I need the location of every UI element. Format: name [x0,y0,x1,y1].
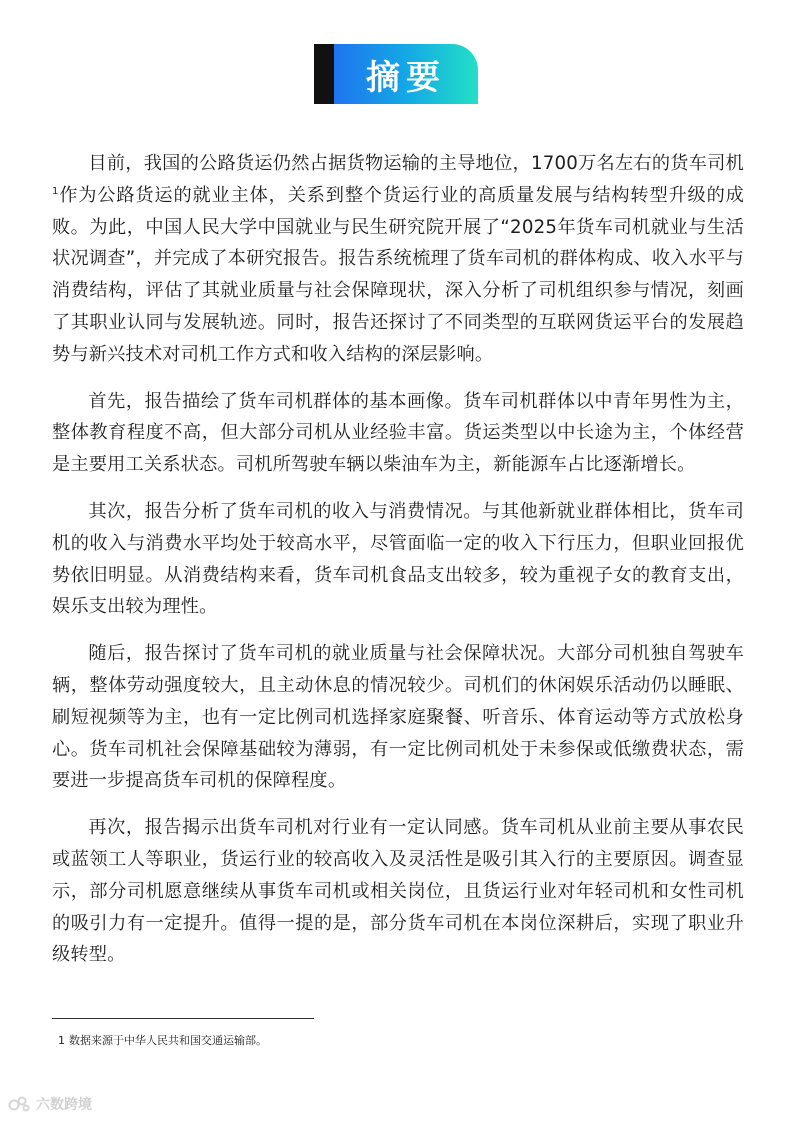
heading-accent-bar [314,44,334,104]
watermark-text: 六数跨境 [36,1097,92,1113]
footnote-divider [52,1018,314,1019]
footnote [58,1032,267,1048]
paragraph-profile: 首先，报告描绘了货车司机群体的基本画像。货车司机群体以中青年男性为主，整体教育程度不高，但大部分司机从业经验丰富。货运类型以中长途为主，个体经营是主要用工关系状态。司机所驾驶车辆以柴油车为主，新能源车占比逐渐增长。 [52,390,744,476]
paragraph-welfare: 随后，报告探讨了货车司机的就业质量与社会保障状况。大部分司机独自驾驶车辆，整体劳动强度较大，且主动休息的情况较少。司机们的休闲娱乐活动仍以睡眠、刷短视频等为主，也有一定比例司机选择家庭聚餐、听音乐、体育运动等方式放松身心。货车司机社会保障基础较为薄弱，有一定比例司机处于未参保或低缴费状态，需要进一步提高货车司机的保障程度。 [52,643,744,792]
heading-banner [334,44,478,104]
footnote-text: 数据来源于中华人民共和国交通运输部。 [69,1034,267,1047]
watermark [8,1094,92,1114]
paragraph-intro-before: 目前，我国的公路货运仍然占据货物运输的主导地位，1700万名左右的货车司机 [88,153,744,174]
section-heading [314,44,478,104]
footnote-number: 1 [58,1034,65,1047]
footnote-ref: 1 [52,185,59,197]
paragraph-identity: 再次，报告揭示出货车司机对行业有一定认同感。货车司机从业前主要从事农民或蓝领工人等职业，货运行业的较高收入及灵活性是吸引其入行的主要原因。调查显示，部分司机愿意继续从事货车司机或相关岗位，且货运行业对年轻司机和女性司机的吸引力有一定提升。值得一提的是，部分货车司机在本岗位深耕后，实现了职业升级转型。 [52,817,744,966]
abstract-body [52,148,744,986]
page-title: 摘要 [366,57,446,98]
watermark-logo-icon [8,1095,30,1113]
paragraph-intro-after: 作为公路货运的就业主体，关系到整个货运行业的高质量发展与结构转型升级的成败。为此，中国人民大学中国就业与民生研究院开展了“2025年货车司机就业与生活状况调查”，并完成了本研究报告。报告系统梳理了货车司机的群体构成、收入水平与消费结构，评估了其就业质量与社会保障现状，深入分析了司机组织参与情况，刻画了其职业认同与发展轨迹。同时，报告还探讨了不同类型的互联网货运平台的发展趋势与新兴技术对司机工作方式和收入结构的深层影响。 [52,184,744,365]
paragraph-intro [52,148,744,371]
paragraph-income: 其次，报告分析了货车司机的收入与消费情况。与其他新就业群体相比，货车司机的收入与消费水平均处于较高水平，尽管面临一定的收入下行压力，但职业回报优势依旧明显。从消费结构来看，货车司机食品支出较多，较为重视子女的教育支出，娱乐支出较为理性。 [52,500,744,618]
